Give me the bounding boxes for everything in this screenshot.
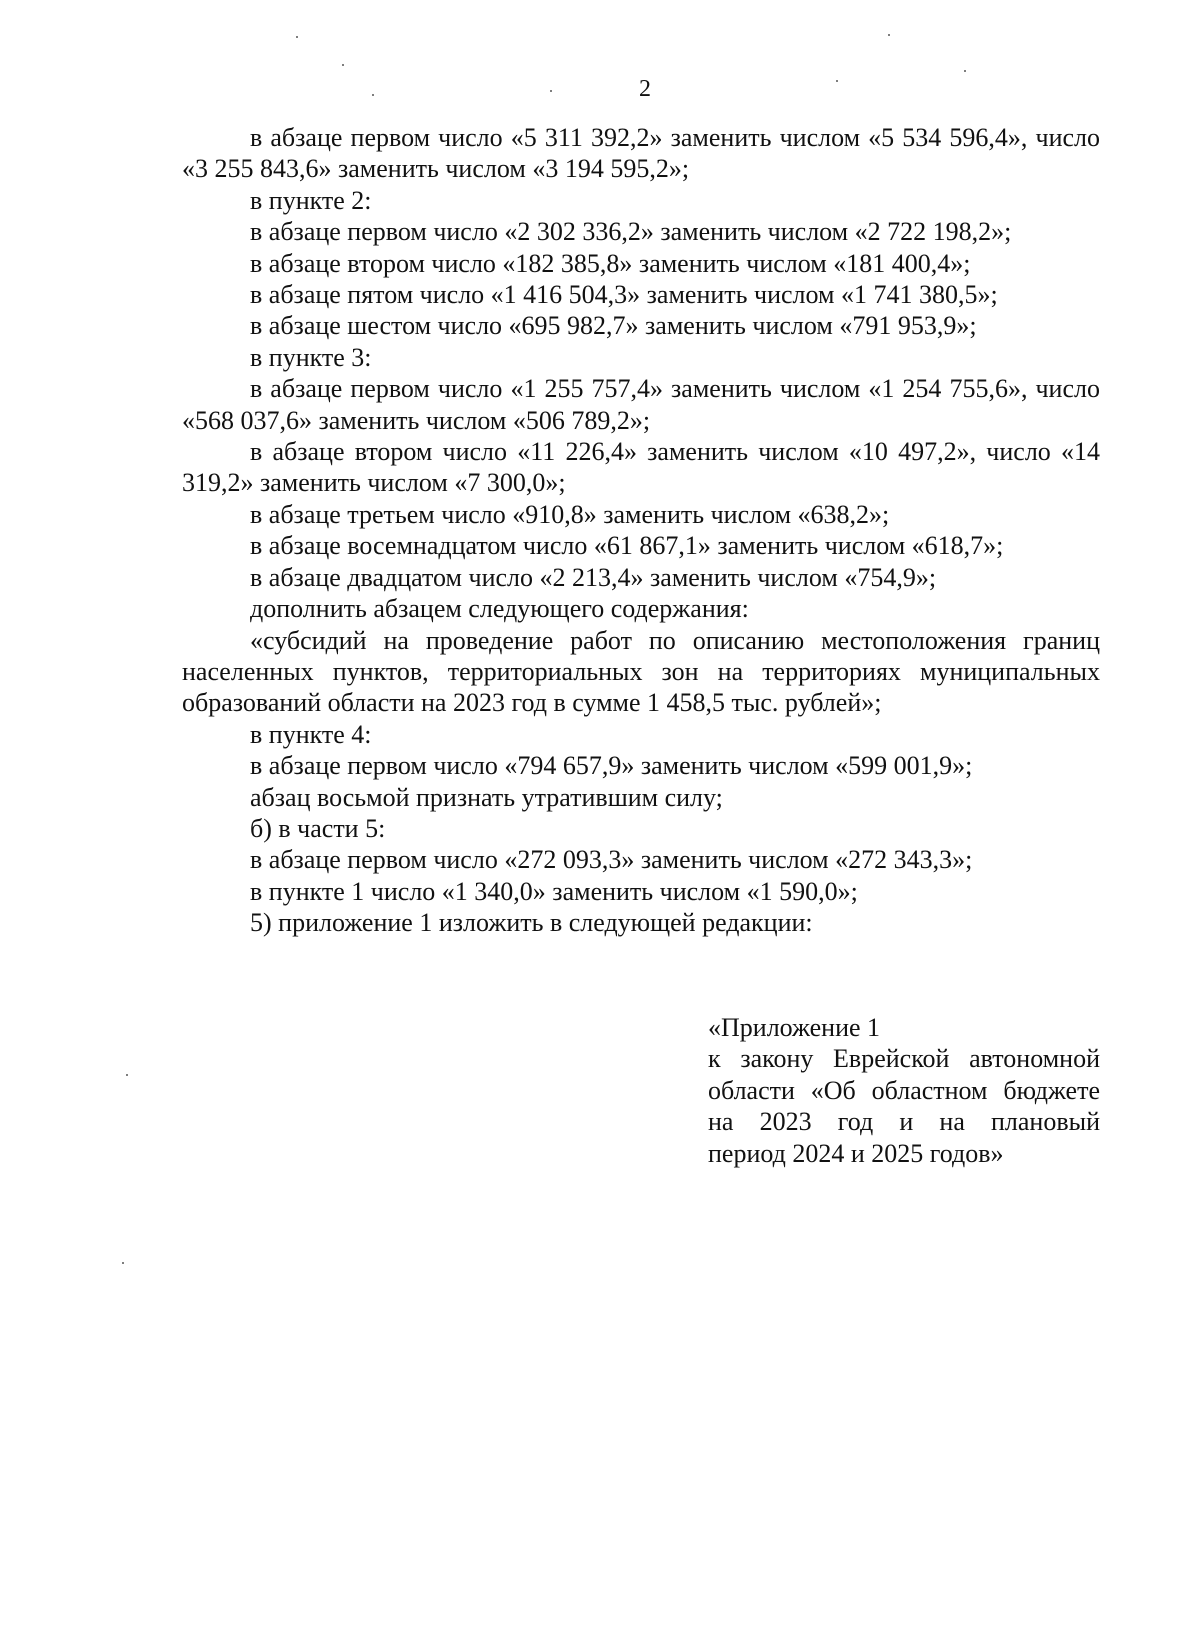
appendix-heading <box>708 1012 1100 1169</box>
appendix-line: на 2023 год и на плановый <box>708 1107 1100 1137</box>
paragraph: в абзаце втором число «182 385,8» заменить числом «181 400,4»; <box>250 248 971 278</box>
paragraph: б) в части 5: <box>250 813 386 843</box>
document-body <box>182 122 1100 939</box>
appendix-line: «Приложение 1 <box>708 1013 881 1042</box>
paragraph: в пункте 4: <box>250 719 372 749</box>
paragraph: в абзаце пятом число «1 416 504,3» заменить числом «1 741 380,5»; <box>250 280 998 310</box>
paragraph: «субсидий на проведение работ по описанию местоположения границ населенных пунктов, территориальных зон на территориях муниципальных образований области на 2023 год в сумме 1 458,5 тыс. рублей»; <box>182 625 1100 718</box>
paragraph: в абзаце первом число «794 657,9» заменить числом «599 001,9»; <box>250 751 973 781</box>
paragraph: в абзаце восемнадцатом число «61 867,1» заменить числом «618,7»; <box>250 531 1004 561</box>
paragraph: в пункте 2: <box>250 185 372 215</box>
paragraph: в абзаце первом число «5 311 392,2» заменить числом «5 534 596,4», число «3 255 843,6» заменить числом «3 194 595,2»; <box>182 123 1100 184</box>
appendix-line: области «Об областном бюджете <box>708 1075 1100 1105</box>
paragraph: в абзаце шестом число «695 982,7» заменить числом «791 953,9»; <box>250 311 977 341</box>
paragraph: в пункте 3: <box>250 342 372 372</box>
paragraph: в абзаце двадцатом число «2 213,4» заменить числом «754,9»; <box>250 562 937 592</box>
paragraph: в пункте 1 число «1 340,0» заменить числом «1 590,0»; <box>250 876 858 906</box>
paragraph: абзац восьмой признать утратившим силу; <box>250 782 723 812</box>
paragraph: в абзаце третьем число «910,8» заменить числом «638,2»; <box>250 499 890 529</box>
appendix-line: к закону Еврейской автономной <box>708 1044 1100 1074</box>
paragraph: в абзаце втором число «11 226,4» заменить числом «10 497,2», число «14 319,2» заменить числом «7 300,0»; <box>182 437 1100 498</box>
page-number: 2 <box>639 76 651 102</box>
paragraph: в абзаце первом число «272 093,3» заменить числом «272 343,3»; <box>250 845 973 875</box>
paragraph: дополнить абзацем следующего содержания: <box>250 594 749 624</box>
paragraph: 5) приложение 1 изложить в следующей редакции: <box>250 908 813 938</box>
paragraph: в абзаце первом число «1 255 757,4» заменить числом «1 254 755,6», число «568 037,6» заменить числом «506 789,2»; <box>182 374 1100 435</box>
paragraph: в абзаце первом число «2 302 336,2» заменить числом «2 722 198,2»; <box>250 217 1012 247</box>
appendix-line: период 2024 и 2025 годов» <box>708 1138 1004 1168</box>
